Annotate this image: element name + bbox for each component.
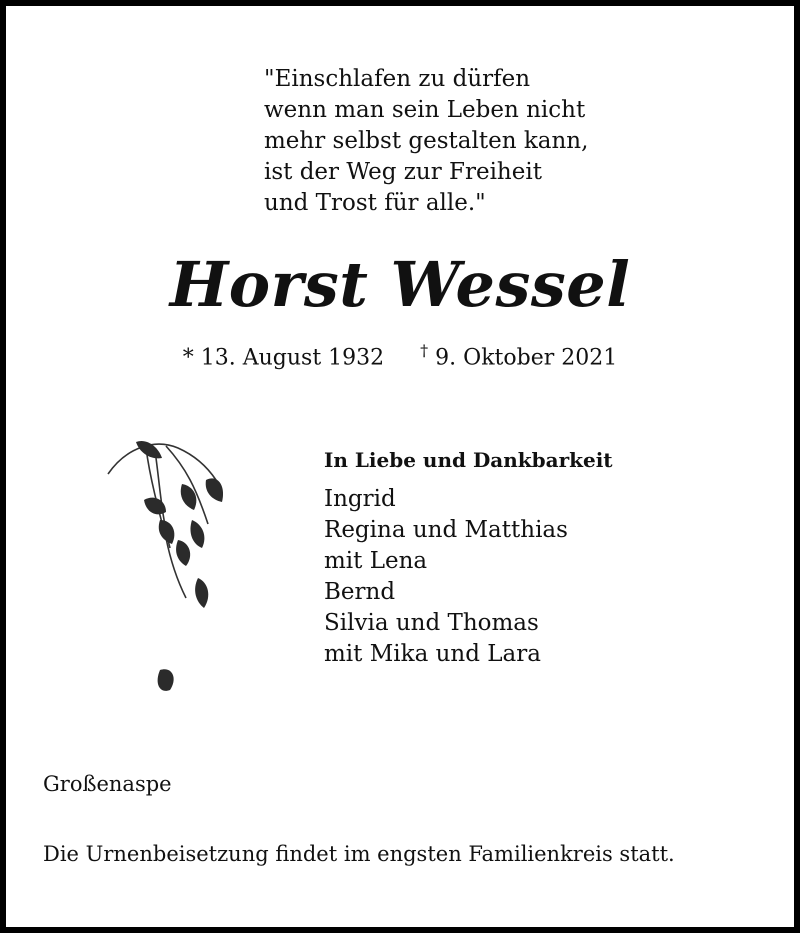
family-heading: In Liebe und Dankbarkeit [324,448,613,472]
burial-note: Die Urnenbeisetzung findet im engsten Familienkreis statt. [43,842,675,866]
quote-line: "Einschlafen zu dürfen [264,66,531,92]
falling-leaves-branch-icon [96,428,246,718]
birth-date: 13. August 1932 [200,345,385,371]
quote-line: mehr selbst gestalten kann, [264,128,589,154]
death-symbol: † [420,341,429,360]
deceased-name: Horst Wessel [169,248,631,321]
obituary-notice [6,6,794,927]
death-date: 9. Oktober 2021 [435,345,618,371]
family-member: mit Lena [324,548,428,574]
quote-line: und Trost für alle." [264,190,486,216]
quote-line: wenn man sein Leben nicht [264,97,586,123]
place-name: Großenaspe [43,772,172,796]
family-member: Silvia und Thomas [324,610,539,636]
quote-line: ist der Weg zur Freiheit [264,159,542,185]
family-member: Ingrid [324,486,396,512]
family-member: Bernd [324,579,396,605]
family-member: Regina und Matthias [324,517,568,543]
birth-symbol: * [182,345,194,371]
life-dates [6,341,794,370]
quote [264,64,588,219]
family-block [324,446,613,670]
family-member: mit Mika und Lara [324,641,541,667]
